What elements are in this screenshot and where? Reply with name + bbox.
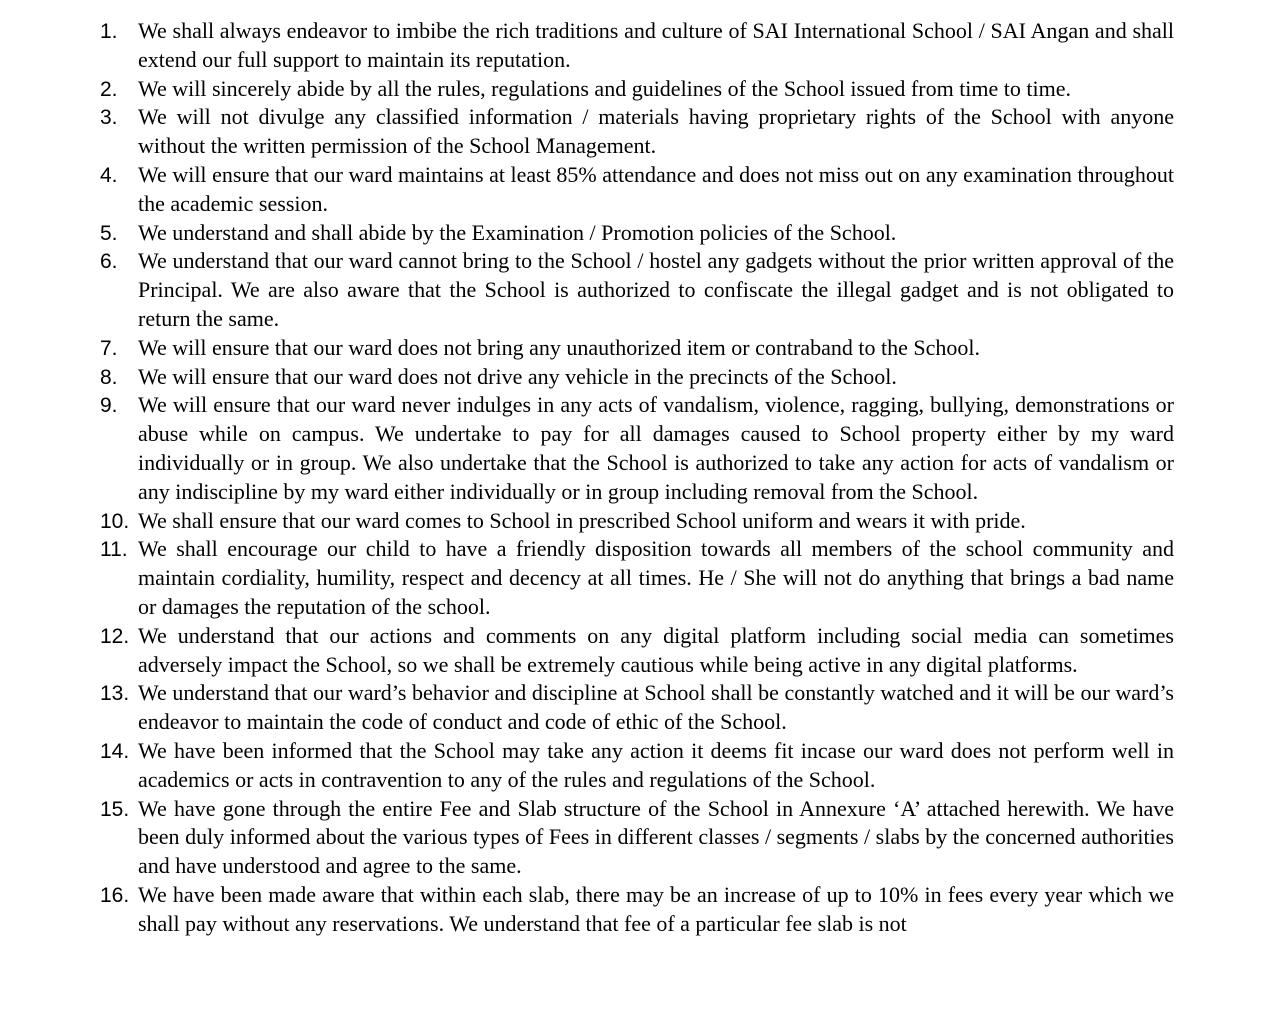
item-text: We have been made aware that within each slab, there may be an increase of up to 10% in fees every year which we shall pay without any reservations. We understand that fee of a particular fee slab is not [138,881,1174,936]
item-text: We shall ensure that our ward comes to School in prescribed School uniform and wears it with pride. [138,507,1026,533]
item-number: 10. [100,509,130,533]
list-item [0,881,1275,939]
item-text: We understand that our ward’s behavior and discipline at School shall be constantly watched and it will be our ward’s endeavor to maintain the code of conduct and code of ethic of the School. [138,680,1174,735]
item-number: 7. [100,336,118,360]
item-number: 2. [100,77,118,101]
list-item [0,795,1275,881]
item-number: 3. [100,106,118,130]
item-text: We understand and shall abide by the Examination / Promotion policies of the School. [138,219,897,245]
list-item [0,75,1275,104]
list-item [0,161,1275,219]
item-text: We understand that our ward cannot bring to the School / hostel any gadgets without the prior written approval of the Principal. We are also aware that the School is authorized to confiscate the illegal gadget and is not obligated to return the same. [138,248,1174,331]
item-number: 16. [100,883,130,907]
item-number: 11. [100,538,128,562]
item-text: We will ensure that our ward never indulges in any acts of vandalism, violence, ragging, bullying, demonstrations or abuse while on campus. We undertake to pay for all damages caused to School property either by my ward individually or in group. We also undertake that the School is authorized to take any action for acts of vandalism or any indiscipline by my ward either individually or in group including removal from the School. [138,392,1174,504]
item-text: We will ensure that our ward does not drive any vehicle in the precincts of the School. [138,363,897,389]
item-text: We will ensure that our ward does not bring any unauthorized item or contraband to the School. [138,334,980,360]
item-text: We will ensure that our ward maintains at least 85% attendance and does not miss out on any examination throughout the academic session. [138,161,1174,216]
item-text: We shall encourage our child to have a friendly disposition towards all members of the school community and maintain cordiality, humility, respect and decency at all times. He / She will not do anything that brings a bad name or damages the reputation of the school. [138,536,1174,619]
list-item [0,334,1275,363]
item-number: 13. [100,682,130,706]
list-item [0,363,1275,392]
item-number: 15. [100,797,130,821]
list-item [0,535,1275,621]
item-number: 9. [100,394,118,418]
item-number: 4. [100,163,118,187]
list-item [0,103,1275,161]
item-text: We will sincerely abide by all the rules, regulations and guidelines of the School issued from time to time. [138,75,1072,101]
item-number: 6. [100,250,118,274]
item-text: We will not divulge any classified information / materials having proprietary rights of the School with anyone without the written permission of the School Management. [138,104,1174,159]
list-item [0,391,1275,506]
list-item [0,737,1275,795]
list-item [0,219,1275,248]
list-item [0,247,1275,333]
item-text: We understand that our actions and comments on any digital platform including social media can sometimes adversely impact the School, so we shall be extremely cautious while being active in any digital platforms. [138,622,1174,677]
list-item [0,622,1275,680]
undertaking-list [0,17,1275,939]
list-item [0,507,1275,536]
item-text: We have gone through the entire Fee and Slab structure of the School in Annexure ‘A’ attached herewith. We have been duly informed about the various types of Fees in different classes / segments / slabs by the concerned authorities and have understood and agree to the same. [138,795,1174,879]
item-text: We shall always endeavor to imbibe the rich traditions and culture of SAI International School / SAI Angan and shall extend our full support to maintain its reputation. [138,18,1174,72]
item-text: We have been informed that the School may take any action it deems fit incase our ward does not perform well in academics or acts in contravention to any of the rules and regulations of the School. [138,737,1174,792]
item-number: 8. [100,365,118,389]
item-number: 1. [100,20,118,43]
item-number: 14. [100,739,130,763]
list-item [0,17,1275,75]
item-number: 12. [100,624,130,648]
document-page [0,17,1275,939]
item-number: 5. [100,221,118,245]
list-item [0,679,1275,737]
